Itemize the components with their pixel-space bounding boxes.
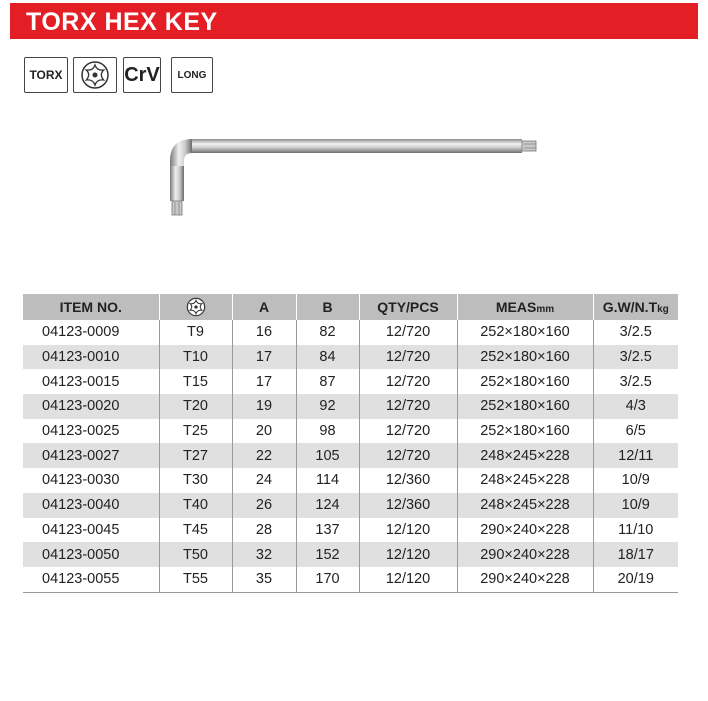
table-row: [23, 567, 678, 592]
cell-b: 152: [296, 542, 359, 567]
cell-b: 124: [296, 493, 359, 518]
cell-gw: 11/10: [593, 518, 678, 543]
cell-qty: 12/720: [359, 419, 457, 444]
cell-qty: 12/360: [359, 493, 457, 518]
torx-star-icon: [186, 297, 206, 317]
table-row: [23, 419, 678, 444]
table-row: [23, 493, 678, 518]
cell-a: 32: [232, 542, 296, 567]
torx-badge: [24, 57, 68, 93]
cell-size: T45: [159, 518, 232, 543]
cell-size: T30: [159, 468, 232, 493]
cell-qty: 12/360: [359, 468, 457, 493]
header-size: [159, 294, 232, 320]
header-meas: [457, 294, 593, 320]
cell-size: T9: [159, 320, 232, 345]
cell-gw: 10/9: [593, 493, 678, 518]
cell-qty: 12/720: [359, 320, 457, 345]
cell-b: 87: [296, 369, 359, 394]
cell-meas: 252×180×160: [457, 369, 593, 394]
cell-gw: 20/19: [593, 567, 678, 592]
cell-a: 22: [232, 443, 296, 468]
cell-meas: 248×245×228: [457, 443, 593, 468]
cell-item: 04123-0009: [42, 324, 120, 341]
cell-item: 04123-0040: [23, 493, 159, 518]
cell-meas: 248×245×228: [457, 468, 593, 493]
header-meas-unit: mm: [536, 304, 555, 315]
cell-meas: 252×180×160: [457, 345, 593, 370]
l-shaped-torx-key-icon: [150, 118, 550, 228]
table-row: [23, 345, 678, 370]
torx-star-icon: [80, 60, 110, 90]
table-body: [23, 320, 678, 592]
cell-a: 26: [232, 493, 296, 518]
cell-meas: 290×240×228: [457, 567, 593, 592]
table-row: [23, 394, 678, 419]
cell-qty: 12/120: [359, 542, 457, 567]
cell-item: 04123-0025: [42, 423, 120, 440]
cell-qty: 12/720: [359, 345, 457, 370]
long-badge-label: LONG: [177, 69, 207, 81]
cell-size: T20: [159, 394, 232, 419]
table-row: [23, 369, 678, 394]
cell-b: 84: [296, 345, 359, 370]
cell-qty: 12/720: [359, 443, 457, 468]
header-b: B: [296, 294, 359, 320]
torx-badge-label: TORX: [29, 68, 63, 82]
cell-item: 04123-0030: [42, 472, 120, 489]
table-header-row: [23, 294, 678, 320]
cell-qty: 12/720: [359, 394, 457, 419]
cell-item: 04123-0050: [23, 542, 159, 567]
cell-size: T15: [159, 369, 232, 394]
table-row: [23, 542, 678, 567]
cell-b: 170: [296, 567, 359, 592]
cell-a: 17: [232, 369, 296, 394]
cell-gw: 3/2.5: [593, 369, 678, 394]
cell-meas: 290×240×228: [457, 542, 593, 567]
header-meas-label: MEAS: [495, 299, 537, 315]
cell-item: 04123-0055: [23, 567, 159, 592]
header-gw-label: G.W/N.T: [602, 299, 658, 315]
header-gw-unit: kg: [657, 304, 669, 315]
cell-size: T40: [159, 493, 232, 518]
spec-table: [23, 294, 678, 593]
cell-size: T25: [159, 419, 232, 444]
cell-meas: 290×240×228: [457, 518, 593, 543]
cell-qty: 12/720: [359, 369, 457, 394]
cell-meas: 252×180×160: [457, 394, 593, 419]
cell-b: 92: [296, 394, 359, 419]
cell-size: T55: [159, 567, 232, 592]
table-row: [23, 468, 678, 493]
cell-a: 24: [232, 468, 296, 493]
cell-item: 04123-0015: [42, 373, 120, 390]
table-row: [23, 320, 678, 345]
table-row: [23, 518, 678, 543]
cell-gw: 18/17: [593, 542, 678, 567]
cell-qty: 12/120: [359, 518, 457, 543]
crv-badge-label: CrV: [124, 63, 160, 86]
header-a: A: [232, 294, 296, 320]
cell-item: 04123-0027: [23, 443, 159, 468]
long-badge: [171, 57, 213, 93]
cell-meas: 252×180×160: [457, 320, 593, 345]
cell-item: 04123-0010: [23, 345, 159, 370]
cell-qty: 12/120: [359, 567, 457, 592]
torx-star-badge: [73, 57, 117, 93]
cell-size: T50: [159, 542, 232, 567]
header-gw: [593, 294, 678, 320]
cell-gw: 10/9: [593, 468, 678, 493]
cell-size: T27: [159, 443, 232, 468]
cell-gw: 3/2.5: [593, 320, 678, 345]
crv-badge: [123, 57, 161, 93]
cell-item: 04123-0045: [42, 521, 120, 538]
cell-gw: 12/11: [593, 443, 678, 468]
cell-a: 28: [232, 518, 296, 543]
cell-size: T10: [159, 345, 232, 370]
cell-a: 20: [232, 419, 296, 444]
cell-b: 114: [296, 468, 359, 493]
cell-a: 16: [232, 320, 296, 345]
header-qty: QTY/PCS: [359, 294, 457, 320]
header-item-no: ITEM NO.: [23, 294, 159, 320]
cell-item: 04123-0020: [23, 394, 159, 419]
cell-a: 19: [232, 394, 296, 419]
cell-meas: 248×245×228: [457, 493, 593, 518]
cell-b: 105: [296, 443, 359, 468]
table-row: [23, 443, 678, 468]
cell-b: 82: [296, 320, 359, 345]
cell-a: 35: [232, 567, 296, 592]
cell-meas: 252×180×160: [457, 419, 593, 444]
cell-b: 98: [296, 419, 359, 444]
cell-b: 137: [296, 518, 359, 543]
header-bar: [10, 3, 698, 39]
cell-a: 17: [232, 345, 296, 370]
cell-gw: 4/3: [593, 394, 678, 419]
cell-gw: 6/5: [593, 419, 678, 444]
cell-gw: 3/2.5: [593, 345, 678, 370]
page-title: TORX HEX KEY: [26, 8, 218, 36]
